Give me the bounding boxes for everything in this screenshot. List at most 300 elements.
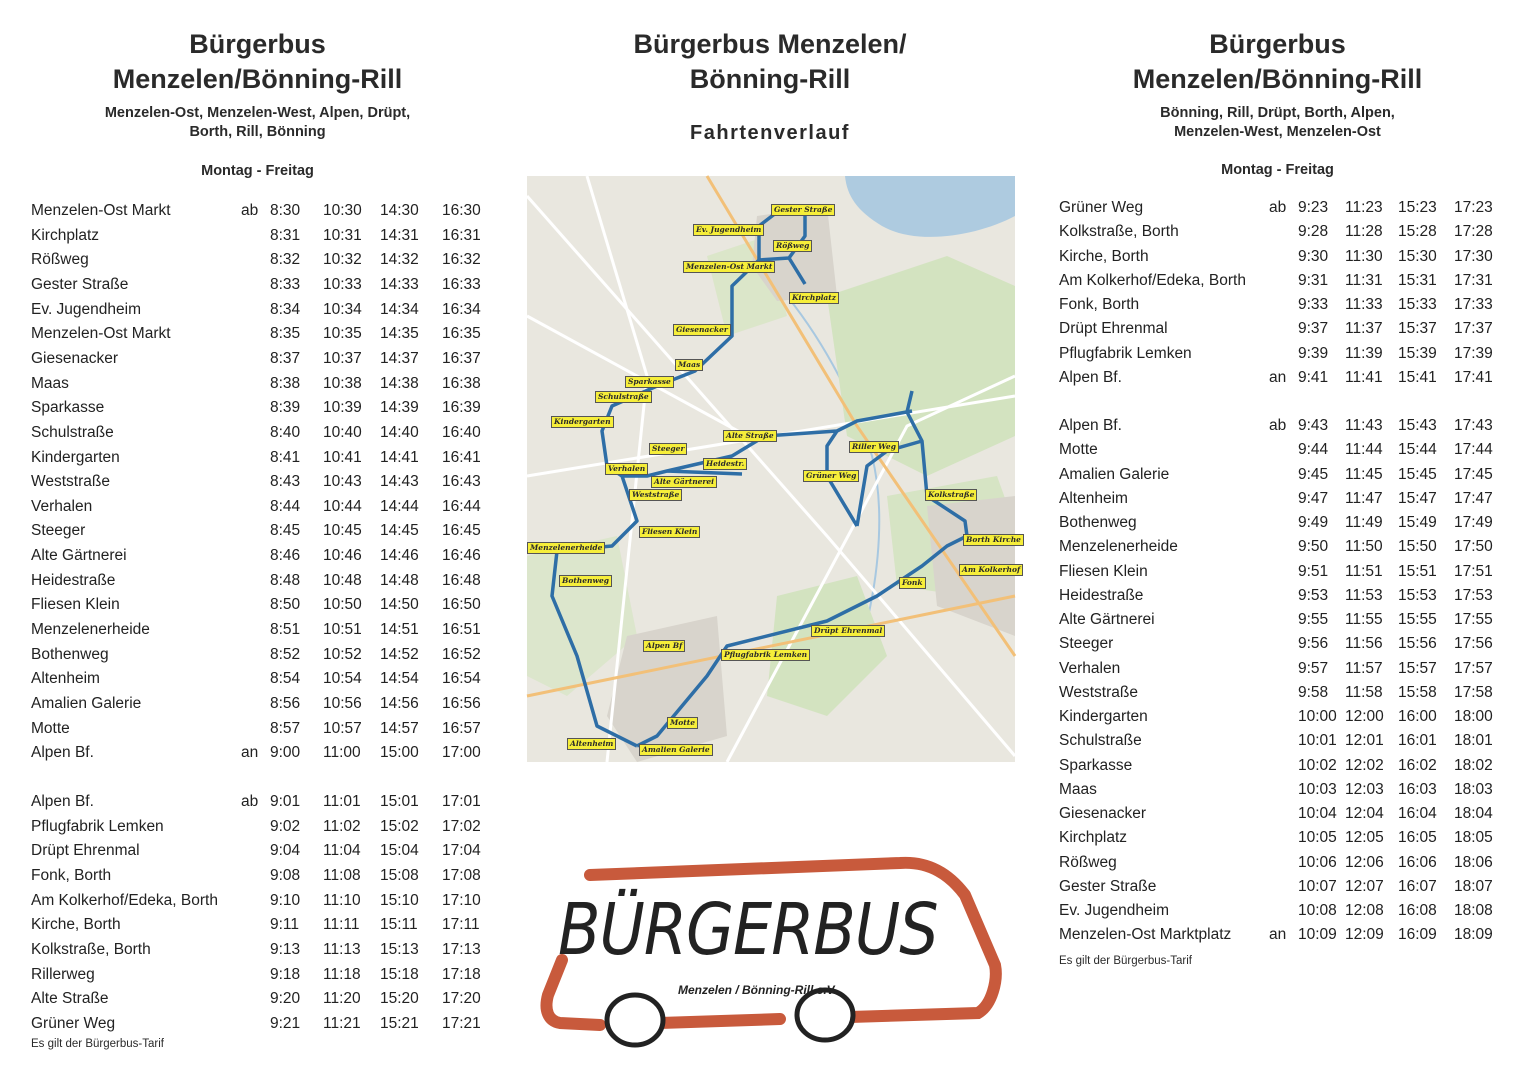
stop-name: Ev. Jugendheim [1059, 902, 1169, 919]
stop-name: Steeger [1059, 635, 1114, 653]
departure-time: 8:43 [270, 473, 301, 491]
departure-time: 12:07 [1345, 877, 1384, 895]
left-subtitle-line1: Menzelen-Ost, Menzelen-West, Alpen, Drüpt, [104, 105, 411, 121]
departure-time: 18:01 [1454, 732, 1493, 750]
map-stop-label: Verhalen [605, 463, 648, 475]
departure-time: 12:08 [1345, 902, 1384, 919]
departure-time: 16:01 [1398, 732, 1437, 750]
stop-name: Maas [1059, 780, 1097, 798]
stop-name: Grüner Weg [1059, 199, 1144, 216]
departure-time: 10:30 [323, 202, 362, 219]
stop-name: Menzelenerheide [31, 621, 150, 639]
departure-time: 11:49 [1345, 514, 1383, 531]
departure-time: 11:02 [323, 817, 361, 835]
departure-time: 11:55 [1345, 611, 1383, 628]
departure-time: 9:21 [270, 1014, 301, 1032]
left-days: Montag - Freitag [201, 163, 314, 179]
stop-name: Kolkstraße, Borth [31, 940, 151, 958]
departure-time: 10:52 [323, 645, 362, 663]
departure-time: 11:45 [1345, 465, 1383, 483]
stop-name: Sparkasse [1059, 756, 1133, 774]
departure-time: 15:18 [380, 965, 419, 983]
departure-time: 12:05 [1345, 829, 1384, 847]
departure-time: 15:33 [1398, 296, 1437, 313]
stop-name: Alte Straße [31, 990, 109, 1008]
departure-time: 9:49 [1298, 514, 1329, 531]
departure-time: 11:58 [1345, 683, 1383, 701]
departure-time: 10:09 [1298, 926, 1337, 944]
stop-name: Rößweg [31, 251, 89, 269]
departure-time: 17:18 [442, 965, 481, 983]
departure-time: 10:57 [323, 719, 362, 737]
departure-time: 8:40 [270, 423, 301, 441]
departure-time: 9:23 [1298, 199, 1329, 216]
departure-time: 16:34 [442, 300, 481, 318]
departure-time: 16:30 [442, 202, 481, 219]
departure-time: 17:53 [1454, 586, 1493, 604]
departure-time: 16:44 [442, 497, 481, 515]
departure-time: 8:57 [270, 719, 301, 737]
departure-time: 14:56 [380, 695, 419, 712]
departure-time: 16:05 [1398, 829, 1437, 847]
right-days: Montag - Freitag [1221, 162, 1334, 178]
departure-time: 14:30 [380, 202, 419, 219]
departure-time: 10:46 [323, 547, 362, 565]
departure-time: 9:43 [1298, 417, 1329, 434]
map-stop-label: Weststraße [629, 489, 682, 501]
departure-time: 15:58 [1398, 683, 1437, 701]
departure-time: 10:38 [323, 374, 362, 392]
right-subtitle [1060, 104, 1495, 142]
map-stop-label: Kirchplatz [789, 292, 839, 304]
departure-time: 10:41 [323, 448, 362, 466]
departure-time: 11:20 [323, 990, 361, 1008]
departure-time: 15:56 [1398, 635, 1437, 653]
departure-time: 14:52 [380, 645, 419, 663]
stop-name: Kirchplatz [31, 226, 100, 244]
departure-time: 9:56 [1298, 635, 1329, 653]
right-subtitle-line1: Bönning, Rill, Drüpt, Borth, Alpen, [1160, 105, 1395, 121]
departure-time: 10:43 [323, 473, 362, 491]
departure-time: 16:37 [442, 349, 481, 367]
ab-an-marker: an [241, 744, 259, 762]
map-stop-label: Fonk [899, 577, 926, 589]
departure-time: 8:46 [270, 547, 301, 565]
departure-time: 8:50 [270, 596, 301, 614]
departure-time: 18:08 [1454, 902, 1493, 919]
departure-time: 15:21 [380, 1014, 419, 1032]
departure-time: 15:47 [1398, 489, 1437, 507]
stop-name: Rößweg [1059, 853, 1117, 871]
stop-name: Heidestraße [31, 571, 116, 589]
departure-time: 18:07 [1454, 877, 1493, 895]
departure-time: 14:32 [380, 251, 419, 269]
departure-time: 9:45 [1298, 465, 1329, 483]
map-stop-label: Giesenacker [673, 324, 731, 336]
departure-time: 14:35 [380, 325, 419, 343]
right-title [1060, 27, 1495, 97]
departure-time: 16:54 [442, 670, 481, 688]
stop-name: Alte Gärtnerei [31, 547, 127, 565]
departure-time: 14:44 [380, 497, 419, 515]
field-area [767, 576, 887, 716]
departure-time: 9:51 [1298, 562, 1329, 580]
departure-time: 17:33 [1454, 296, 1493, 313]
map-stop-label: Pflugfabrik Lemken [721, 649, 810, 661]
map-stop-label: Bothenweg [559, 575, 612, 587]
departure-time: 15:11 [380, 916, 418, 934]
departure-time: 17:30 [1454, 247, 1493, 265]
departure-time: 11:28 [1345, 223, 1383, 241]
departure-time: 18:02 [1454, 756, 1493, 774]
ab-an-marker: ab [1269, 199, 1287, 216]
departure-time: 16:56 [442, 695, 481, 712]
stop-name: Fonk, Borth [31, 866, 112, 884]
departure-time: 10:34 [323, 300, 362, 318]
stop-name: Menzelen-Ost Markt [31, 202, 171, 219]
departure-time: 9:28 [1298, 223, 1329, 241]
departure-time: 11:37 [1345, 320, 1383, 338]
departure-time: 15:23 [1398, 199, 1437, 216]
stop-name: Weststraße [1059, 683, 1138, 701]
ab-an-marker: ab [1269, 417, 1287, 434]
stop-name: Fonk, Borth [1059, 296, 1140, 313]
departure-time: 8:48 [270, 571, 301, 589]
departure-time: 16:50 [442, 596, 481, 614]
departure-time: 16:48 [442, 571, 481, 589]
departure-time: 14:46 [380, 547, 419, 565]
departure-time: 11:01 [323, 792, 361, 810]
map-stop-label: Amalien Galerie [639, 744, 713, 756]
departure-time: 14:34 [380, 300, 419, 318]
departure-time: 18:09 [1454, 926, 1493, 944]
departure-time: 17:02 [442, 817, 481, 835]
departure-time: 16:39 [442, 399, 481, 417]
departure-time: 14:40 [380, 423, 419, 441]
map-stop-label: Borth Kirche [963, 534, 1024, 546]
departure-time: 11:53 [1345, 586, 1383, 604]
stop-name: Weststraße [31, 473, 110, 491]
departure-time: 8:52 [270, 645, 301, 663]
departure-time: 14:54 [380, 670, 419, 688]
departure-time: 14:51 [380, 621, 419, 639]
center-heading: Fahrtenverlauf [690, 122, 850, 144]
stop-name: Drüpt Ehrenmal [31, 842, 140, 860]
stop-name: Fliesen Klein [1059, 562, 1148, 580]
departure-time: 15:13 [380, 940, 419, 958]
departure-time: 16:51 [442, 621, 481, 639]
departure-time: 8:33 [270, 275, 301, 293]
stop-name: Bothenweg [1059, 514, 1137, 531]
departure-time: 18:04 [1454, 805, 1493, 822]
departure-time: 15:31 [1398, 271, 1437, 289]
departure-time: 11:47 [1345, 489, 1383, 507]
stop-name: Alpen Bf. [1059, 368, 1122, 386]
stop-name: Verhalen [1059, 659, 1121, 677]
ab-an-marker: an [1269, 926, 1287, 944]
departure-time: 17:51 [1454, 562, 1493, 580]
departure-time: 10:02 [1298, 756, 1337, 774]
stop-name: Amalien Galerie [31, 695, 142, 712]
departure-time: 16:52 [442, 645, 481, 663]
map-stop-label: Menzelen-Ost Markt [683, 261, 775, 273]
ab-an-marker: an [1269, 368, 1287, 386]
map-stop-label: Alte Gärtnerei [651, 476, 717, 488]
departure-time: 11:23 [1345, 199, 1383, 216]
departure-time: 15:44 [1398, 441, 1437, 459]
buergerbus-logo [540, 855, 1002, 1055]
map-stop-label: Altenheim [567, 738, 616, 750]
departure-time: 11:31 [1345, 271, 1383, 289]
stop-name: Grüner Weg [31, 1014, 116, 1032]
departure-time: 11:50 [1345, 538, 1383, 556]
stop-name: Kindergarten [1059, 708, 1148, 725]
departure-time: 12:00 [1345, 708, 1384, 725]
departure-time: 10:50 [323, 596, 362, 614]
departure-time: 8:31 [270, 226, 301, 244]
departure-time: 16:32 [442, 251, 481, 269]
departure-time: 12:03 [1345, 780, 1384, 798]
rear-wheel [797, 990, 853, 1040]
stop-name: Motte [1059, 441, 1098, 459]
departure-time: 11:18 [323, 965, 361, 983]
stop-name: Maas [31, 374, 69, 392]
stop-name: Rillerweg [31, 965, 95, 983]
departure-time: 16:46 [442, 547, 481, 565]
departure-time: 15:57 [1398, 659, 1437, 677]
departure-time: 12:04 [1345, 805, 1384, 822]
departure-time: 17:00 [442, 744, 481, 762]
departure-time: 11:44 [1345, 441, 1383, 459]
departure-time: 15:20 [380, 990, 419, 1008]
left-subtitle [40, 104, 475, 142]
right-subtitle-line2: Menzelen-West, Menzelen-Ost [1174, 124, 1381, 140]
departure-time: 15:49 [1398, 514, 1437, 531]
departure-time: 9:37 [1298, 320, 1329, 338]
departure-time: 17:23 [1454, 199, 1493, 216]
map-stop-label: Grüner Weg [803, 470, 859, 482]
stop-name: Kirche, Borth [31, 916, 121, 934]
departure-time: 14:41 [380, 448, 419, 466]
departure-time: 15:08 [380, 866, 419, 884]
departure-time: 17:55 [1454, 611, 1493, 628]
departure-time: 9:30 [1298, 247, 1329, 265]
map-stop-label: Kolkstraße [925, 489, 977, 501]
map-stop-label: Schulstraße [595, 391, 652, 403]
departure-time: 15:41 [1398, 368, 1437, 386]
departure-time: 11:30 [1345, 247, 1383, 265]
departure-time: 15:51 [1398, 562, 1437, 580]
departure-time: 10:56 [323, 695, 362, 712]
departure-time: 15:45 [1398, 465, 1437, 483]
departure-time: 14:45 [380, 522, 419, 540]
departure-time: 10:00 [1298, 708, 1337, 725]
departure-time: 8:51 [270, 621, 301, 639]
map-stop-label: Riller Weg [849, 441, 899, 453]
route-map [527, 176, 1021, 762]
departure-time: 9:04 [270, 842, 301, 860]
departure-time: 8:32 [270, 251, 301, 269]
departure-time: 15:55 [1398, 611, 1437, 628]
departure-time: 9:00 [270, 744, 301, 762]
departure-time: 17:49 [1454, 514, 1493, 531]
stop-name: Gester Straße [31, 275, 129, 293]
stop-name: Menzelenerheide [1059, 538, 1178, 556]
logo-subline: Menzelen / Bönning-Rill e.V. [678, 983, 837, 997]
departure-time: 9:18 [270, 965, 301, 983]
departure-time: 10:05 [1298, 829, 1337, 847]
departure-time: 15:39 [1398, 344, 1437, 362]
departure-time: 17:20 [442, 990, 481, 1008]
map-stop-label: Heidestr. [703, 458, 747, 470]
stop-name: Alpen Bf. [31, 792, 94, 810]
departure-time: 16:38 [442, 374, 481, 392]
departure-time: 10:35 [323, 325, 362, 343]
stop-name: Kindergarten [31, 448, 120, 466]
departure-time: 10:07 [1298, 877, 1337, 895]
left-title-line1: Bürgerbus [189, 29, 326, 59]
departure-time: 10:48 [323, 571, 362, 589]
departure-time: 9:39 [1298, 344, 1329, 362]
stop-name: Menzelen-Ost Markt [31, 325, 171, 343]
departure-time: 9:47 [1298, 489, 1329, 507]
departure-time: 17:31 [1454, 271, 1493, 289]
departure-time: 15:02 [380, 817, 419, 835]
departure-time: 14:33 [380, 275, 419, 293]
departure-time: 18:00 [1454, 708, 1493, 725]
departure-time: 9:33 [1298, 296, 1329, 313]
departure-time: 10:45 [323, 522, 362, 540]
departure-time: 16:45 [442, 522, 481, 540]
departure-time: 10:37 [323, 349, 362, 367]
departure-time: 11:00 [323, 744, 361, 762]
departure-time: 15:53 [1398, 586, 1437, 604]
map-stop-label: Steeger [649, 443, 687, 455]
departure-time: 14:43 [380, 473, 419, 491]
departure-time: 17:58 [1454, 683, 1493, 701]
stop-name: Ev. Jugendheim [31, 300, 141, 318]
stop-name: Bothenweg [31, 645, 109, 663]
departure-time: 12:09 [1345, 926, 1384, 944]
departure-time: 17:50 [1454, 538, 1493, 556]
stop-name: Kolkstraße, Borth [1059, 223, 1179, 241]
departure-time: 16:04 [1398, 805, 1437, 822]
departure-time: 8:44 [270, 497, 301, 515]
departure-time: 16:43 [442, 473, 481, 491]
departure-time: 17:37 [1454, 320, 1493, 338]
departure-time: 10:40 [323, 423, 362, 441]
center-title-line1: Bürgerbus Menzelen/ [633, 29, 907, 59]
left-title-line2: Menzelen/Bönning-Rill [112, 64, 403, 94]
departure-time: 9:44 [1298, 441, 1329, 459]
departure-time: 18:05 [1454, 829, 1493, 847]
stop-name: Giesenacker [31, 349, 119, 367]
departure-time: 16:03 [1398, 780, 1437, 798]
departure-time: 18:06 [1454, 853, 1493, 871]
stop-name: Heidestraße [1059, 586, 1144, 604]
departure-time: 14:38 [380, 374, 419, 392]
left-subtitle-line2: Borth, Rill, Bönning [189, 124, 326, 140]
map-stop-label: Menzelenerheide [527, 542, 605, 554]
departure-time: 9:31 [1298, 271, 1329, 289]
stop-name: Alpen Bf. [1059, 417, 1122, 434]
lake-shape [845, 176, 1015, 237]
departure-time: 15:04 [380, 842, 419, 860]
right-tarif-note: Es gilt der Bürgerbus-Tarif [1059, 955, 1192, 967]
departure-time: 11:57 [1345, 659, 1383, 677]
departure-time: 11:08 [323, 866, 361, 884]
departure-time: 15:28 [1398, 223, 1437, 241]
departure-time: 14:48 [380, 571, 419, 589]
departure-time: 9:57 [1298, 659, 1329, 677]
stop-name: Gester Straße [1059, 877, 1157, 895]
departure-time: 9:50 [1298, 538, 1329, 556]
departure-time: 8:38 [270, 374, 301, 392]
stop-name: Schulstraße [1059, 732, 1142, 750]
departure-time: 15:10 [380, 891, 419, 909]
departure-time: 9:11 [270, 916, 300, 934]
stop-name: Giesenacker [1059, 805, 1147, 822]
departure-time: 10:39 [323, 399, 362, 417]
map-stop-label: Kindergarten [551, 416, 614, 428]
departure-time: 16:06 [1398, 853, 1437, 871]
stop-name: Pflugfabrik Lemken [1059, 344, 1192, 362]
right-title-line1: Bürgerbus [1209, 29, 1346, 59]
departure-time: 10:04 [1298, 805, 1337, 822]
departure-time: 10:03 [1298, 780, 1337, 798]
logo-wordmark: BÜRGERBUS [558, 887, 938, 972]
map-stop-label: Gester Straße [771, 204, 835, 216]
stop-name: Menzelen-Ost Marktplatz [1059, 926, 1232, 944]
departure-time: 11:04 [323, 842, 361, 860]
center-title [560, 27, 980, 97]
stop-name: Kirchplatz [1059, 829, 1128, 847]
departure-time: 15:00 [380, 744, 419, 762]
departure-time: 9:41 [1298, 368, 1329, 386]
departure-time: 17:41 [1454, 368, 1493, 386]
departure-time: 8:45 [270, 522, 301, 540]
stop-name: Alte Gärtnerei [1059, 611, 1155, 628]
departure-time: 18:03 [1454, 780, 1493, 798]
departure-time: 8:56 [270, 695, 301, 712]
ab-an-marker: ab [241, 202, 259, 219]
departure-time: 8:41 [270, 448, 301, 466]
departure-time: 8:37 [270, 349, 301, 367]
departure-time: 14:57 [380, 719, 419, 737]
departure-time: 11:21 [323, 1014, 361, 1032]
left-title [40, 27, 475, 97]
departure-time: 16:33 [442, 275, 481, 293]
departure-time: 11:43 [1345, 417, 1383, 434]
departure-time: 12:01 [1345, 732, 1384, 750]
departure-time: 17:39 [1454, 344, 1493, 362]
departure-time: 8:39 [270, 399, 301, 417]
map-stop-label: Ev. Jugendheim [693, 224, 764, 236]
departure-time: 10:06 [1298, 853, 1337, 871]
departure-time: 8:35 [270, 325, 301, 343]
departure-time: 11:56 [1345, 635, 1383, 653]
stop-name: Verhalen [31, 497, 93, 515]
stop-name: Altenheim [31, 670, 100, 688]
departure-time: 9:01 [270, 792, 301, 810]
departure-time: 14:31 [380, 226, 419, 244]
departure-time: 14:50 [380, 596, 419, 614]
departure-time: 8:30 [270, 202, 301, 219]
departure-time: 9:58 [1298, 683, 1329, 701]
departure-time: 11:51 [1345, 562, 1383, 580]
departure-time: 11:41 [1345, 368, 1383, 386]
departure-time: 17:28 [1454, 223, 1493, 241]
